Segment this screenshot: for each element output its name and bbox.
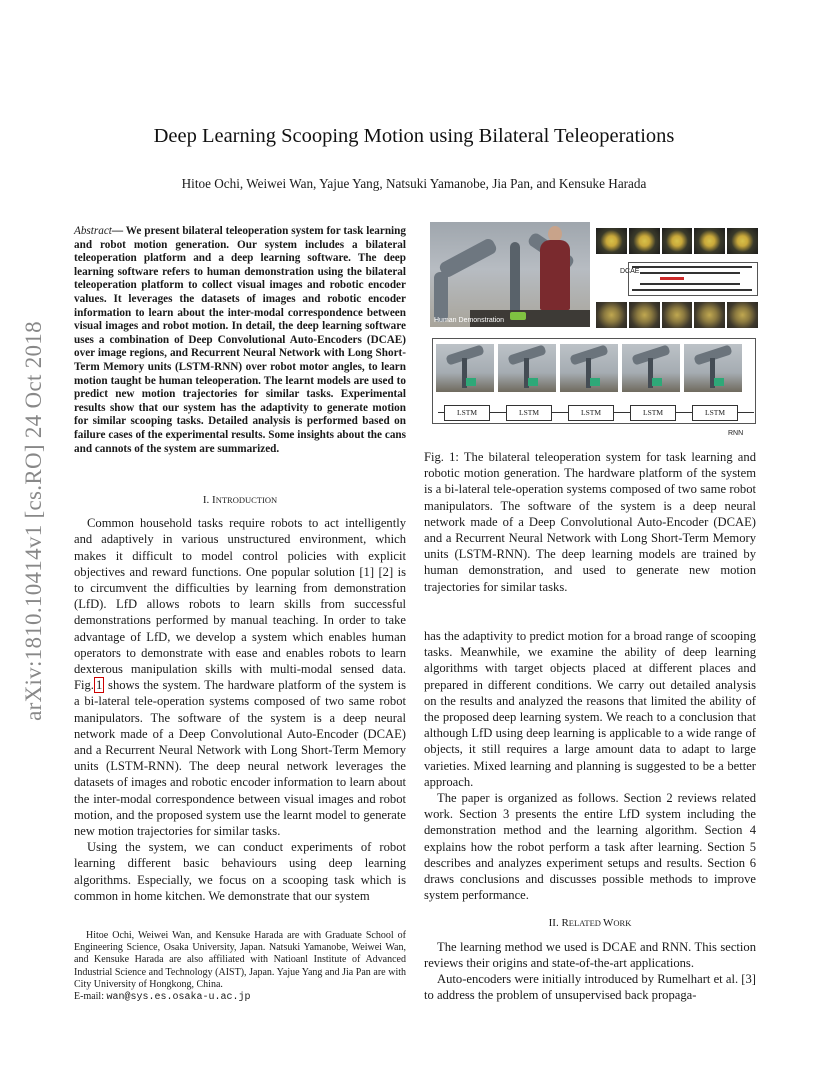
motion-frame (498, 344, 556, 392)
photo-label: Human Demonstration (434, 317, 505, 324)
email-link[interactable]: wan@sys.es.osaka-u.ac.jp (106, 992, 251, 1004)
motion-frame (684, 344, 742, 392)
lstm-block: LSTM (692, 405, 738, 421)
dcae-label: DCAE (620, 268, 640, 275)
figure-1-caption: Fig. 1: The bilateral teleoperation system for task learning and robotic motion generation. The hardware platform of the system is a bi-lateral tele-operation systems composed of two same robot manipulators. The software of the system is a deep neural network made of a Deep Convolutional Auto-Encoder (DCAE) and a Recurrent Neural Network with Long Short-Term Memory units (LSTM-RNN). The deep learning models are trained by human demonstration, and used to generate new motion trajectories for similar tasks. (424, 450, 756, 594)
right-paragraph-1: has the adaptivity to predict motion for a broad range of scooping tasks. Meanwhile, we examine the ability of deep learning algorithms with target objects placed at different places and prepared in different conditions. We carry out detailed analysis on the results and analyzed the reasons that limited the ability of the proposed deep learning system. We reach to a conclusion that although LfD using deep learning is applicable to a wide range of objects, it still requires a large amount data to adapt to large varieties. Mixed learning and planning is suggested to be a better approach. (424, 629, 756, 789)
author-list: Hitoe Ochi, Weiwei Wan, Yajue Yang, Natsuki Yamanobe, Jia Pan, and Kensuke Harada (181, 176, 647, 191)
reconstructed-images-row (596, 302, 758, 328)
lstm-block: LSTM (568, 405, 614, 421)
abstract-lead: Abstract (74, 225, 112, 237)
intro-paragraph-1: Common household tasks require robots to act intelligently and adaptively in various unstructured environment, which makes it difficult to model control policies with explicit objectives and reward functions. One popular solution [1] [2] is to circumvent the difficulties by learning from demonstration (LfD). LfD allows robots to learn skills from successful demonstrations performed by manual teaching. In order to take advantage of LfD, we develop a system which enables human operators to demonstrate with ease and enables robots to learn dexterous manipulation skills with multi-modal sensed data. Fig. 1 shows the system. The hardware platform of the system is a bi-lateral tele-operation systems composed of two same robot manipulators. The software of the system is a deep neural network made of a Deep Convolutional Auto-Encoder (DCAE) and a Recurrent Neural Network with Long Short-Term Memory units (LSTM-RNN). The deep neural network leverages the datasets of images and robotic encoder information to learn about the inter-modal correspondence between visual images and robot motion, and the proposed system use the learnt model to generate new motion trajectories for similar tasks. (74, 516, 406, 839)
lstm-block: LSTM (506, 405, 552, 421)
figure-link[interactable]: 1 (95, 678, 103, 693)
related-work-paragraph-2: Auto-encoders were initially introduced by Rumelhart et al. [3] to address the problem of unsupervised back propaga- (424, 972, 756, 1003)
motion-frame (436, 344, 494, 392)
paper-title: Deep Learning Scooping Motion using Bilateral Teleoperations (153, 125, 675, 147)
right-column-body (424, 628, 756, 1003)
introduction-section (74, 492, 406, 904)
abstract-dash: — (111, 225, 126, 237)
human-demonstration-photo (430, 222, 590, 327)
arxiv-id: arXiv:1810.10414v1 [cs.RO] 24 Oct 2018 (21, 321, 46, 721)
related-work-paragraph-1: The learning method we used is DCAE and RNN. This section reviews their origins and state-of-the-art applications. (424, 939, 756, 970)
rnn-label: RNN (728, 430, 744, 437)
motion-frame (560, 344, 618, 392)
abstract-text: We present bilateral teleoperation system for task learning and robot motion generation. Our system includes a bilateral teleoperation platform and a deep learning software. The deep learning software refers to human demonstration using the bilateral teleoperation platform to collect visual images and robotic encoder values. It leverages the datasets of images and robotic encoder information to learn about the inter-modal correspondence between visual images and robot motion. In detail, the deep learning software uses a combination of Deep Convolutional Auto-Encoders (DCAE) over image regions, and Recurrent Neural Network with Long Short-Term Memory units (LSTM-RNN) over robot motor angles, to learn motion taught be human teleoperation. The learnt models are used to predict new motion trajectories for similar tasks. Experimental results show that our system has the adaptivity to generate motion for similar scooping tasks. Detailed analysis is performed based on failure cases of the experimental results. Some insights about the cans and cannots of the system are summarized. (74, 225, 406, 455)
lstm-block: LSTM (444, 405, 490, 421)
figure-1 (430, 222, 758, 440)
section-heading-introduction: I. INTRODUCTION (202, 494, 278, 506)
section-heading-related-work: II. RELATED WORK (548, 917, 632, 930)
lstm-block: LSTM (630, 405, 676, 421)
arxiv-stamp (14, 286, 54, 756)
right-paragraph-2: The paper is organized as follows. Section 2 reviews related work. Section 3 presents the entire LfD system including the demonstration method and the learning algorithm. Section 4 explains how the robot perform a task after learning. Section 5 describes and analyzes experiment setups and results. Section 6 draws conclusions and discusses possible methods to improve system performance. (424, 791, 756, 903)
abstract (74, 225, 406, 456)
motion-frame (622, 344, 680, 392)
affiliation-footnote: Hitoe Ochi, Weiwei Wan, and Kensuke Harada are with Graduate School of Engineering Science, Osaka University, Japan. Natsuki Yamanobe, Weiwei Wan, and Kensuke Harada are also affiliated with Natioanl Institute of Advanced Industrial Science and Technology (AIST), Japan. Yajue Yang and Jia Pan are with City University of Hongkong, China. E-mail: wan@sys.es.osaka-u.ac.jp (74, 930, 406, 1004)
input-images-row (596, 228, 758, 254)
intro-paragraph-2: Using the system, we can conduct experiments of robot learning different basic behaviours using deep learning algorithms. Especially, we focus on a scooping task which is common in home kitchen. We demonstrate that our system (74, 840, 406, 903)
